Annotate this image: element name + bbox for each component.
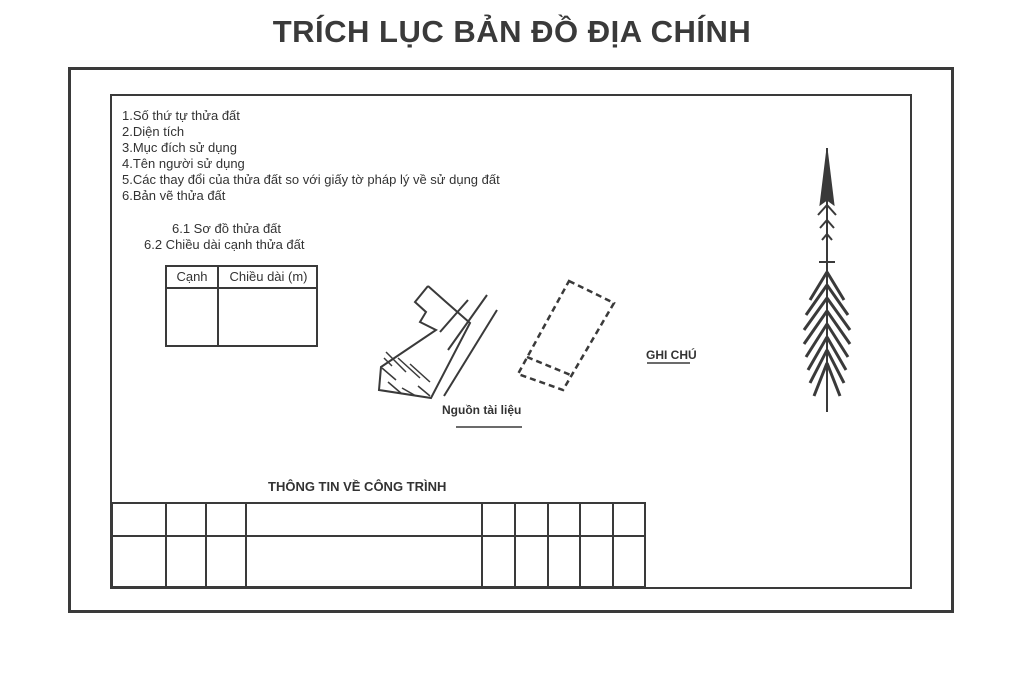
page-title: TRÍCH LỤC BẢN ĐỒ ĐỊA CHÍNH [272, 14, 752, 49]
list-item: 6.Bản vẽ thửa đất [122, 188, 226, 203]
sub-item-edge-lengths: 6.2 Chiều dài cạnh thửa đất [144, 237, 305, 252]
list-item: 2.Diện tích [122, 124, 185, 139]
building-info-table [112, 503, 645, 587]
table-header-edge: Cạnh [176, 269, 208, 284]
north-arrow-icon [804, 148, 850, 412]
hatched-area [382, 352, 430, 396]
list-item: 1.Số thứ tự thửa đất [122, 108, 240, 123]
list-item: 4.Tên người sử dụng [122, 156, 245, 171]
source-label: Nguồn tài liệu [442, 403, 522, 417]
table-header-length: Chiều dài (m) [229, 269, 308, 284]
list-item: 5.Các thay đổi của thửa đất so với giấy tờ pháp lý về sử dụng đất [122, 172, 500, 187]
notes-label: GHI CHÚ [646, 348, 697, 362]
list-item: 3.Mục đích sử dụng [122, 140, 237, 155]
sub-item-parcel-diagram: 6.1 Sơ đồ thửa đất [172, 221, 282, 236]
parcel-sketch-dashed [518, 281, 614, 390]
parcel-sketch-main [379, 286, 497, 398]
building-info-title: THÔNG TIN VỀ CÔNG TRÌNH [268, 479, 447, 494]
